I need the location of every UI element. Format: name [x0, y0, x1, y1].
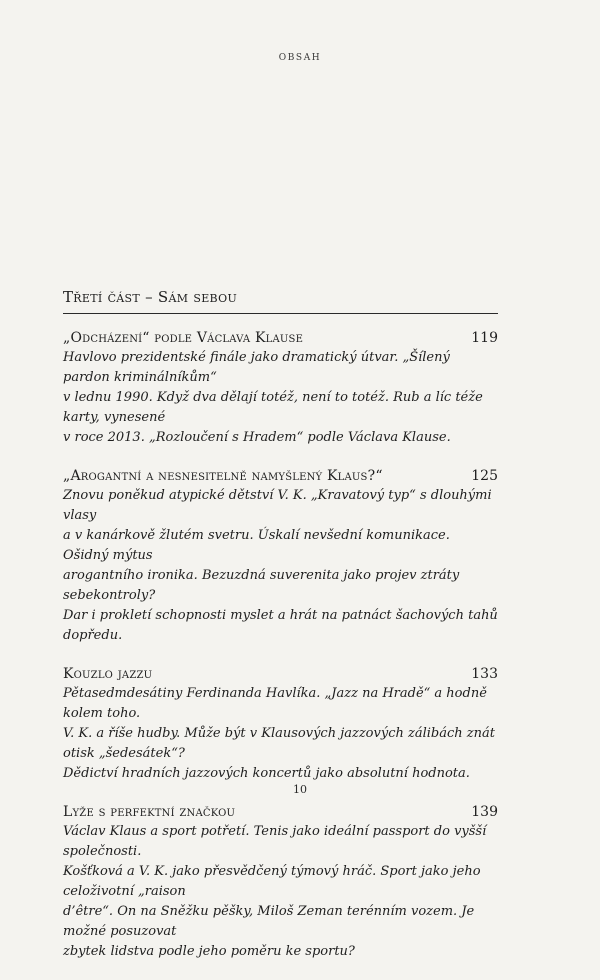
title-rule	[63, 313, 498, 314]
toc-entry-title[interactable]: Kouzlo jazzu	[63, 666, 153, 682]
toc-entry-page: 139	[471, 804, 498, 820]
page-number: 10	[293, 783, 307, 796]
toc-entry[interactable]	[63, 802, 498, 962]
toc-entry-description: Havlovo prezidentské finále jako dramatický útvar. „Šílený pardon kriminálníkům“ v lednu 1990. Když dva dělají totéž, není to totéž. Rub a líc téže karty, vynesené v roce 2013. „Rozloučení s Hradem“ podle Václava Klause.	[63, 350, 483, 445]
toc-entry[interactable]	[63, 328, 498, 448]
toc-entry[interactable]	[63, 466, 498, 646]
toc-entry-head	[63, 466, 498, 486]
toc-entry-page: 119	[471, 330, 498, 346]
toc-entry-page: 125	[471, 468, 498, 484]
toc-entry-title[interactable]: „Odcházení“ podle Václava Klause	[63, 330, 304, 346]
toc-entry-description: Pětasedmdesátiny Ferdinanda Havlíka. „Jazz na Hradě“ a hodně kolem toho. V. K. a říše hudby. Může být v Klausových jazzových zálibách znát otisk „šedesátek“? Dědictví hradních jazzových koncertů jako absolutní hodnota.	[63, 686, 495, 781]
toc-entry-description: Václav Klaus a sport potřetí. Tenis jako ideální passport do vyšší společnosti. Košťková a V. K. jako přesvědčený týmový hráč. Sport jako jeho celoživotní „raison d’être“. On na Sněžku pěšky, Miloš Zeman terénním vozem. Je možné posuzovat zbytek lidstva podle jeho poměru ke sportu?	[63, 824, 487, 959]
toc-entry-head	[63, 328, 498, 348]
toc-entry-title[interactable]: „Arogantní a nesnesitelně namyšlený Klaus?“	[63, 468, 383, 484]
running-head: OBSAH	[278, 53, 322, 63]
toc-entry-head	[63, 802, 498, 822]
part-title: Třetí část – Sám sebou	[63, 288, 238, 306]
toc-entry-title[interactable]: Lyže s perfektní značkou	[63, 804, 236, 820]
toc-entry-head	[63, 664, 498, 684]
toc-entry[interactable]	[63, 664, 498, 784]
toc-entry-description: Znovu poněkud atypické dětství V. K. „Kravatový typ“ s dlouhými vlasy a v kanárkově žlutém svetru. Úskalí nevšední komunikace. Ošidný mýtus arogantního ironika. Bezuzdná suverenita jako projev ztráty sebekontroly? Dar i prokletí schopnosti myslet a hrát na patnáct šachových tahů dopředu.	[63, 488, 498, 643]
toc-entry-page: 133	[471, 666, 498, 682]
toc-entries	[63, 328, 498, 980]
